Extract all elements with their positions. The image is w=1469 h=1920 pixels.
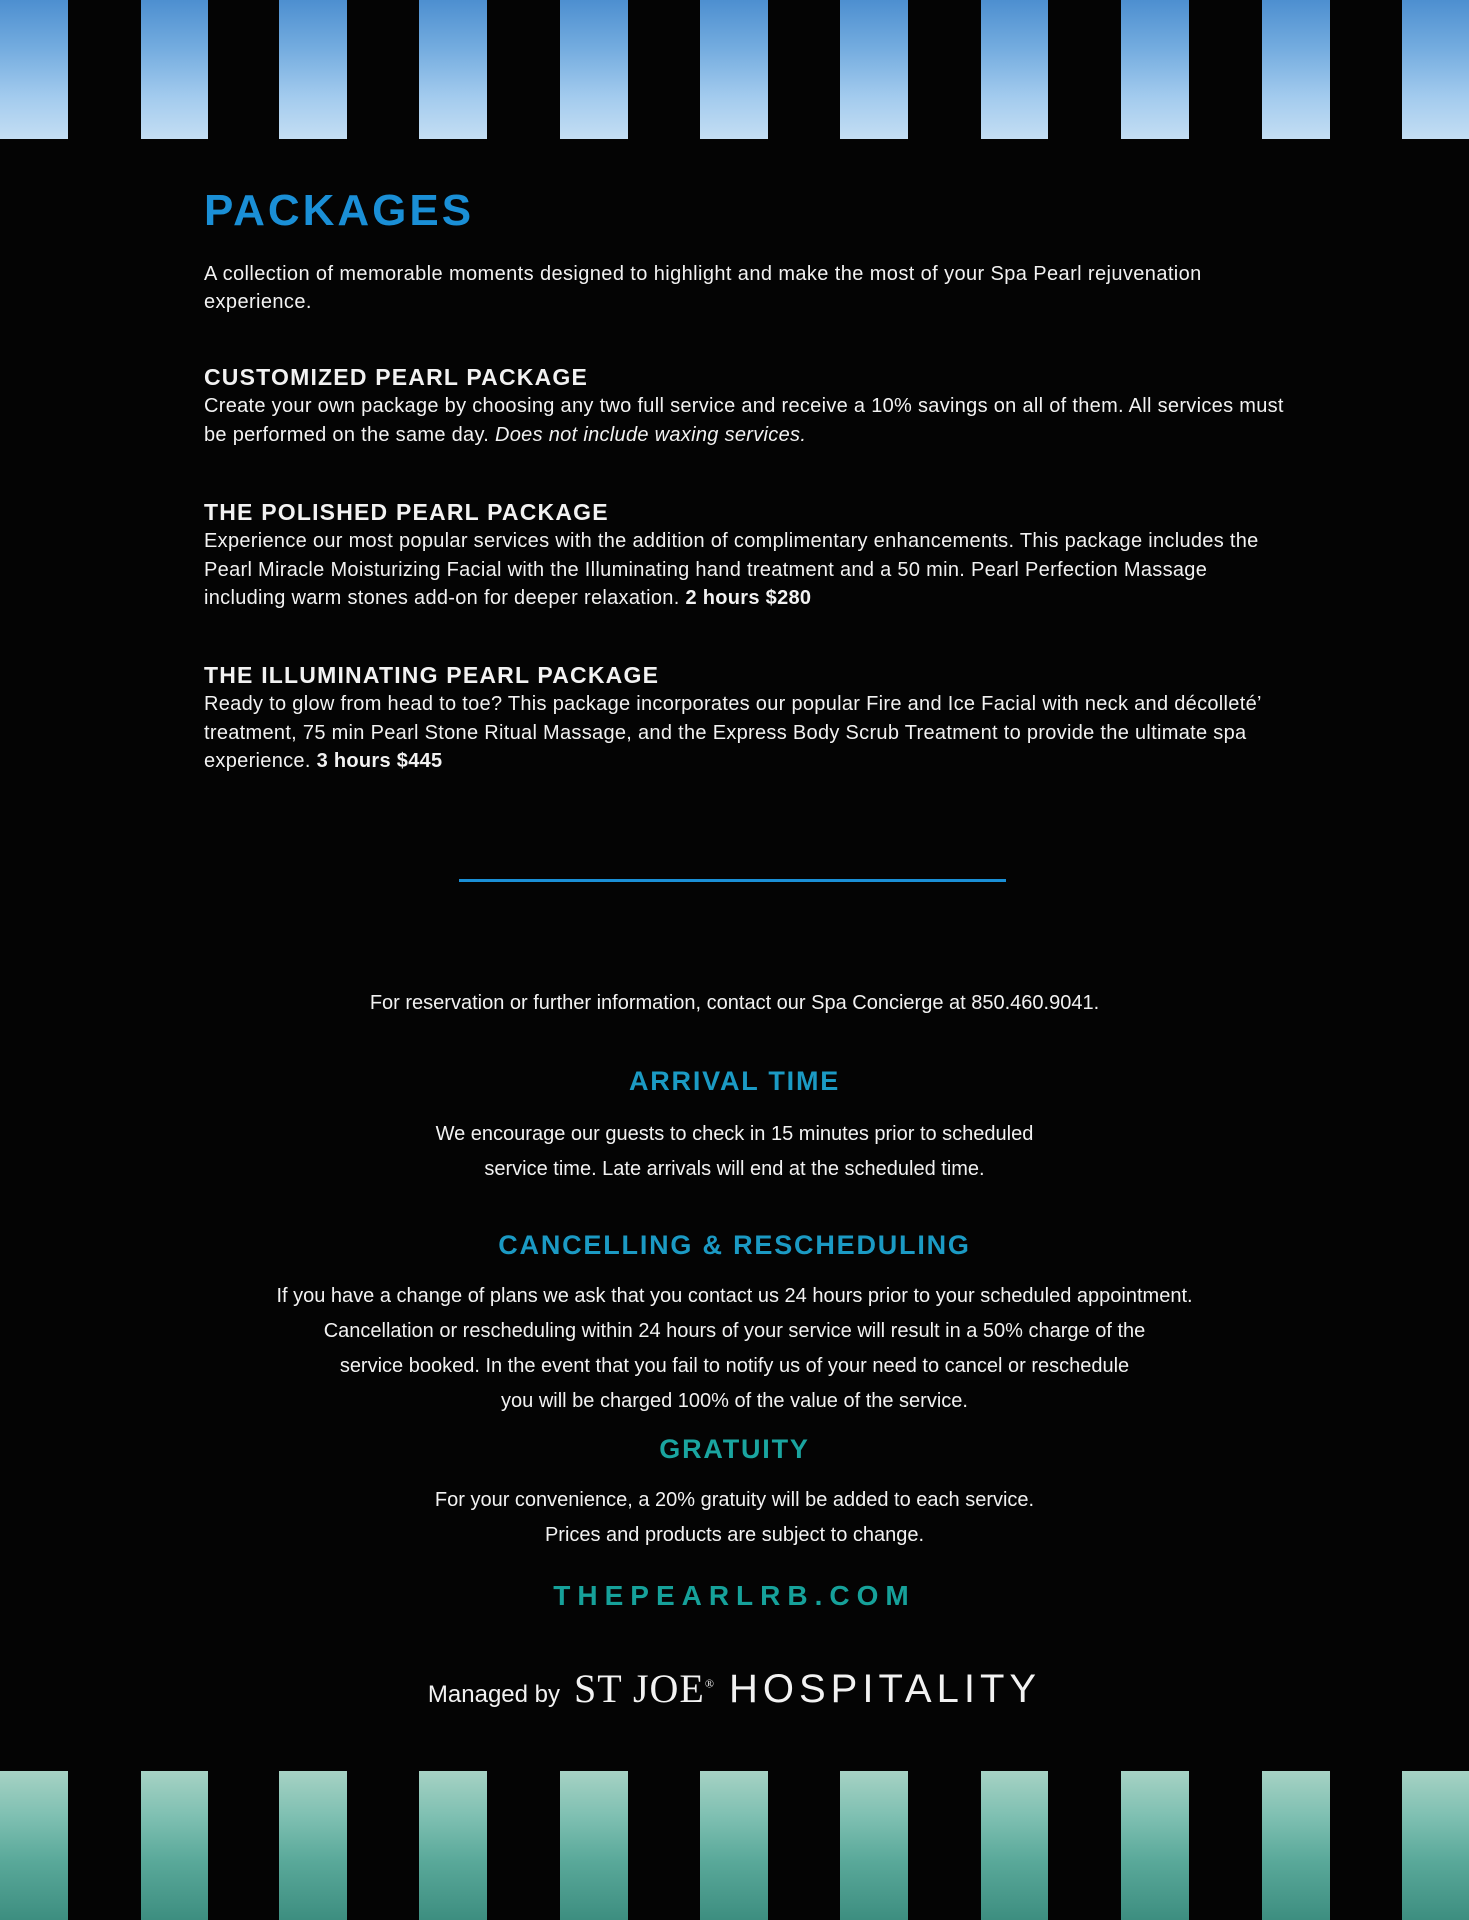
sky-stripes-top <box>0 0 1469 139</box>
intro-text: A collection of memorable moments designed to highlight and make the most of your Spa Pearl rejuvenation experience. <box>204 263 1202 313</box>
arrival-title: ARRIVAL TIME <box>628 1066 841 1096</box>
package-customized <box>204 362 1284 449</box>
package-name: CUSTOMIZED PEARL PACKAGE <box>204 364 589 390</box>
package-price: $280 <box>765 587 812 609</box>
package-duration: 3 hours <box>316 750 391 772</box>
package-illuminating <box>204 660 1284 776</box>
hospitality-logo-text: HOSPITALITY <box>728 1667 1042 1711</box>
water-stripes-bottom <box>0 1771 1469 1920</box>
package-note: Does not include waxing services. <box>495 423 807 446</box>
cancelling-title: CANCELLING & RESCHEDULING <box>498 1230 971 1260</box>
stjoe-logo: ST JOE® <box>574 1666 715 1711</box>
gratuity-title: GRATUITY <box>659 1434 810 1464</box>
package-price: $445 <box>396 750 443 772</box>
cancelling-body: If you have a change of plans we ask that you contact us 24 hours prior to your scheduled appointment. Cancellation or rescheduling within 24 hours of your service will result in a 50% charge of the service booked. In the event that you fail to notify us of your need to cancel or reschedule you will be charged 100% of the value of the service. <box>276 1285 1193 1412</box>
package-name: THE ILLUMINATING PEARL PACKAGE <box>204 662 660 688</box>
package-polished <box>204 497 1284 613</box>
page-title: PACKAGES <box>204 186 475 235</box>
gratuity-body: For your convenience, a 20% gratuity will be added to each service. Prices and products are subject to change. <box>434 1489 1035 1546</box>
package-description: Ready to glow from head to toe? This package incorporates our popular Fire and Ice Facial with neck and décolleté’ treatment, 75 min Pearl Stone Ritual Massage, and the Express Body Scrub Treatment to provide the ultimate spa experience. 3 hours $445 <box>204 693 1262 772</box>
package-duration: 2 hours <box>685 587 760 609</box>
section-divider <box>459 879 1006 882</box>
website-link[interactable]: THEPEARLRB.COM <box>553 1580 916 1611</box>
managed-by-label: Managed by <box>427 1681 561 1708</box>
arrival-body: We encourage our guests to check in 15 minutes prior to scheduled service time. Late arrivals will end at the scheduled time. <box>435 1123 1034 1180</box>
package-description: Create your own package by choosing any two full service and receive a 10% savings on all of them. All services must be performed on the same day. Does not include waxing services. <box>204 395 1284 446</box>
contact-info: For reservation or further information, contact our Spa Concierge at 850.460.9041. <box>369 992 1100 1014</box>
managed-by-footer <box>0 1665 1469 1712</box>
package-description: Experience our most popular services with the addition of complimentary enhancements. This package includes the Pearl Miracle Moisturizing Facial with the Illuminating hand treatment and a 50 min. Pearl Perfection Massage including warm stones add-on for deeper relaxation. 2 hours $280 <box>204 530 1259 609</box>
package-name: THE POLISHED PEARL PACKAGE <box>204 499 609 525</box>
